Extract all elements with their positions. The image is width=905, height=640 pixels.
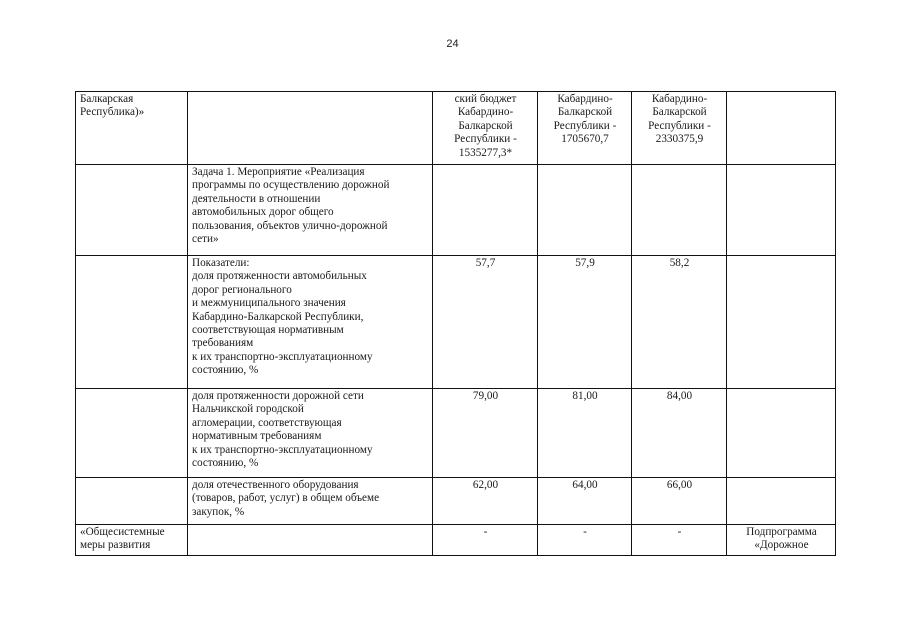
table-cell: 57,9 — [538, 256, 632, 389]
table-cell — [188, 92, 433, 165]
table-cell — [76, 165, 188, 256]
table-cell: Задача 1. Мероприятие «Реализация программы по осуществлению дорожной деятельности в отношении автомобильных дорог общего пользования, объектов улично-дорожной сети» — [188, 165, 433, 256]
table-cell — [727, 389, 836, 478]
table-cell: 64,00 — [538, 478, 632, 525]
table-row — [76, 165, 836, 256]
table-cell — [188, 525, 433, 556]
table-row — [76, 478, 836, 525]
table-cell — [538, 165, 632, 256]
table-cell: - — [538, 525, 632, 556]
table-cell: - — [433, 525, 538, 556]
table-row — [76, 389, 836, 478]
table-cell: 81,00 — [538, 389, 632, 478]
table-row — [76, 256, 836, 389]
table-cell: Кабардино- Балкарской Республики - 1705670,7 — [538, 92, 632, 165]
table-cell — [727, 256, 836, 389]
table-cell: 79,00 — [433, 389, 538, 478]
table-cell: доля отечественного оборудования (товаров, работ, услуг) в общем объеме закупок, % — [188, 478, 433, 525]
table-cell: 62,00 — [433, 478, 538, 525]
table-cell — [727, 478, 836, 525]
table-cell: Подпрограмма «Дорожное — [727, 525, 836, 556]
table-cell: 57,7 — [433, 256, 538, 389]
table-cell: 66,00 — [632, 478, 727, 525]
table-cell: Кабардино- Балкарской Республики - 2330375,9 — [632, 92, 727, 165]
table-cell: - — [632, 525, 727, 556]
table-cell: 58,2 — [632, 256, 727, 389]
table-row — [76, 525, 836, 556]
program-table — [75, 91, 836, 556]
table-cell: «Общесистемные меры развития — [76, 525, 188, 556]
table-cell — [632, 165, 727, 256]
page-number: 24 — [446, 38, 459, 50]
table-cell: 84,00 — [632, 389, 727, 478]
table-cell — [76, 256, 188, 389]
table-cell: доля протяженности дорожной сети Нальчикской городской агломерации, соответствующая нормативным требованиям к их транспортно-эксплуатационному состоянию, % — [188, 389, 433, 478]
table-row — [76, 92, 836, 165]
table-cell — [76, 478, 188, 525]
table-cell: ский бюджет Кабардино- Балкарской Республики - 1535277,3* — [433, 92, 538, 165]
table-cell: Балкарская Республика)» — [76, 92, 188, 165]
table-cell — [76, 389, 188, 478]
table-cell: Показатели: доля протяженности автомобильных дорог регионального и межмуниципального значения Кабардино-Балкарской Республики, соответствующая нормативным требованиям к их транспортно-эксплуатационному состоянию, % — [188, 256, 433, 389]
table-cell — [727, 92, 836, 165]
table-cell — [727, 165, 836, 256]
table-cell — [433, 165, 538, 256]
